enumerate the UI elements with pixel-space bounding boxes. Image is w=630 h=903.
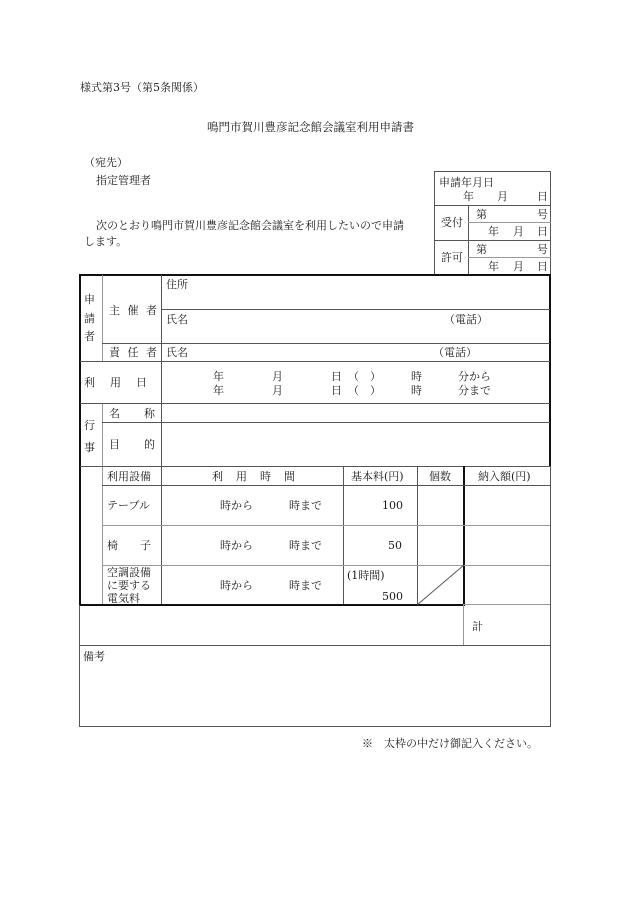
applicant-char-3: 者 (84, 330, 95, 343)
organizer-name-field[interactable] (190, 311, 440, 342)
header-payment: 納入額(円) (478, 470, 531, 483)
table-time-from: 時から (220, 499, 253, 512)
event-purpose-label-b: 的 (144, 438, 155, 451)
reception-day: 日 (537, 225, 548, 238)
ac-payment-field[interactable] (466, 567, 548, 604)
permission-go: 号 (537, 243, 548, 256)
application-date-label: 申請年月日 (439, 176, 494, 189)
permission-month: 月 (513, 260, 524, 273)
equipment-ac-line3: 電気料 (107, 592, 140, 605)
equipment-chair-name: 椅 子 (107, 539, 151, 552)
total-field[interactable] (486, 607, 548, 644)
ac-time-to: 時まで (289, 579, 322, 592)
header-equipment: 利用設備 (107, 470, 151, 483)
footnote: ※ 太枠の中だけ御記入ください。 (362, 737, 538, 750)
responsible-phone-label: （電話） (433, 346, 477, 359)
chair-payment-field[interactable] (466, 527, 548, 564)
page-title: 鳴門市賀川豊彦記念館会議室利用申請書 (207, 120, 414, 134)
table-payment-field[interactable] (466, 487, 548, 524)
ac-fee: 500 (382, 590, 403, 603)
end-month: 月 (272, 384, 283, 397)
chair-fee: 50 (388, 539, 402, 552)
intro-text-line2: します。 (84, 235, 128, 248)
event-name-label-a: 名 (109, 407, 120, 420)
organizer-name-label: 氏名 (166, 313, 188, 326)
organizer-label: 主 催 者 (109, 304, 159, 317)
responsible-name-field[interactable] (190, 345, 430, 360)
event-name-label-b: 称 (144, 407, 155, 420)
form-number: 様式第3号（第5条関係） (80, 81, 204, 94)
start-year: 年 (213, 370, 224, 383)
diagonal-slash (417, 565, 464, 605)
chair-time-from: 時から (220, 539, 253, 552)
responsible-label: 責 任 者 (109, 346, 159, 359)
application-day: 日 (537, 190, 548, 203)
address-label: 住所 (166, 278, 188, 291)
start-dow: （ ） (348, 370, 381, 383)
event-purpose-field[interactable] (163, 424, 548, 465)
total-label: 計 (472, 620, 483, 633)
application-month: 月 (497, 190, 508, 203)
organizer-address-field[interactable] (190, 276, 548, 308)
addressee-label: （宛先） (84, 156, 128, 169)
end-hour: 時 (411, 384, 422, 397)
event-purpose-label-a: 目 (109, 438, 120, 451)
organizer-phone-field[interactable] (490, 311, 548, 342)
end-minute: 分まで (458, 384, 491, 397)
usage-date-label: 利 用 日 (84, 376, 149, 389)
header-base-fee: 基本料(円) (351, 470, 404, 483)
responsible-name-label: 氏名 (166, 346, 188, 359)
responsible-phone-field[interactable] (480, 345, 548, 360)
chair-time-to: 時まで (289, 539, 322, 552)
remarks-label: 備考 (83, 650, 105, 663)
table-count-field[interactable] (419, 487, 462, 524)
applicant-char-1: 申 (84, 293, 95, 306)
organizer-phone-label: （電話） (444, 313, 488, 326)
table-time-to: 時まで (289, 499, 322, 512)
permission-day: 日 (537, 260, 548, 273)
end-year: 年 (213, 384, 224, 397)
reception-label: 受付 (441, 216, 463, 229)
start-day: 日 (331, 370, 342, 383)
reception-year: 年 (488, 225, 499, 238)
permission-label: 許可 (441, 251, 463, 264)
chair-count-field[interactable] (419, 527, 462, 564)
start-minute: 分から (458, 370, 491, 383)
application-year: 年 (463, 190, 474, 203)
reception-go: 号 (537, 208, 548, 221)
usage-date-field[interactable] (163, 363, 548, 402)
end-dow: （ ） (348, 384, 381, 397)
start-month: 月 (272, 370, 283, 383)
intro-text-line1: 次のとおり鳴門市賀川豊彦記念館会議室を利用したいので申請 (96, 219, 404, 232)
equipment-ac-line2: に要する (107, 579, 151, 592)
equipment-table-name: テーブル (107, 499, 151, 512)
permission-dai: 第 (476, 243, 487, 256)
ac-time-from: 時から (220, 579, 253, 592)
reception-month: 月 (513, 225, 524, 238)
permission-year: 年 (488, 260, 499, 273)
header-count: 個数 (429, 470, 451, 483)
applicant-char-2: 請 (84, 312, 95, 325)
addressee-name: 指定管理者 (96, 174, 151, 187)
table-fee: 100 (382, 499, 403, 512)
equipment-ac-line1: 空調設備 (107, 566, 151, 579)
event-name-field[interactable] (163, 405, 548, 421)
end-day: 日 (331, 384, 342, 397)
event-char-1: 行 (84, 419, 95, 432)
remarks-field[interactable] (81, 665, 549, 725)
reception-dai: 第 (476, 208, 487, 221)
header-time: 利 用 時 間 (212, 470, 296, 483)
event-char-2: 事 (84, 441, 95, 454)
ac-fee-note: (1時間) (347, 569, 385, 582)
start-hour: 時 (411, 370, 422, 383)
